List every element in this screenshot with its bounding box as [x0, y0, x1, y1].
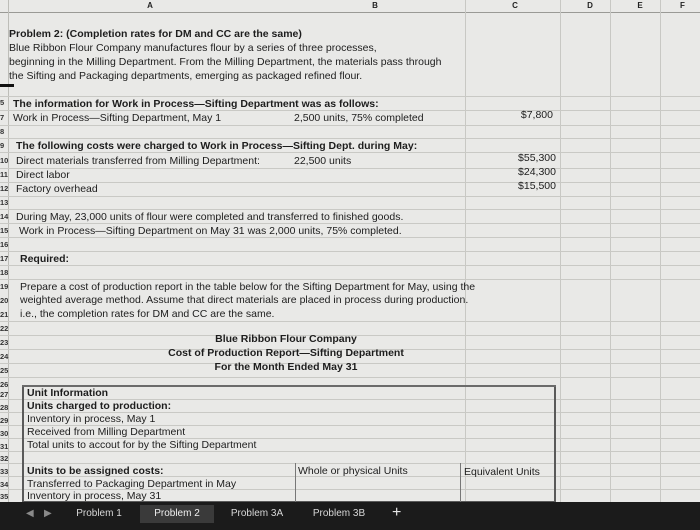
instructions-line[interactable]: weighted average method. Assume that direct materials are placed in process during production. [20, 294, 469, 306]
column-header-e[interactable]: E [637, 1, 643, 10]
tab-problem-3b[interactable]: Problem 3B [312, 508, 366, 519]
row-number[interactable]: 22 [0, 324, 9, 333]
costs-charged-heading[interactable]: The following costs were charged to Work in Process—Sifting Dept. during May: [16, 140, 418, 152]
direct-materials-units[interactable]: 22,500 units [294, 155, 352, 167]
report-company-name[interactable]: Blue Ribbon Flour Company [215, 333, 357, 345]
tab-scroll-right-icon[interactable]: ▶ [44, 508, 52, 519]
transferred-packaging-label[interactable]: Transferred to Packaging Department in May [27, 478, 237, 490]
row-number[interactable]: 18 [0, 268, 9, 277]
row-number[interactable]: 31 [0, 442, 9, 451]
gridline-row [0, 168, 700, 169]
gridline-row [0, 237, 700, 238]
gridline-row [0, 152, 700, 153]
gridline-row [0, 196, 700, 197]
gridline-row [0, 209, 700, 210]
row-number[interactable]: 33 [0, 467, 9, 476]
inventory-may31-label[interactable]: Inventory in process, May 31 [27, 490, 162, 502]
tab-problem-1[interactable]: Problem 1 [76, 508, 122, 519]
column-header-d[interactable]: D [587, 1, 593, 10]
add-sheet-icon[interactable]: + [392, 504, 402, 521]
sheet-tab-bar [0, 502, 700, 530]
row-number[interactable]: 26 [0, 380, 9, 389]
factory-overhead-amount[interactable]: $15,500 [518, 180, 556, 192]
header-divider [0, 12, 700, 13]
equivalent-units-header[interactable]: Equivalent Units [464, 466, 540, 478]
direct-materials-label[interactable]: Direct materials transferred from Milling Department: [16, 155, 260, 167]
row-number[interactable]: 25 [0, 366, 9, 375]
row-number[interactable]: 7 [0, 113, 5, 122]
column-header-c[interactable]: C [512, 1, 518, 10]
gridline-row [0, 377, 700, 378]
tab-scroll-left-icon[interactable]: ◀ [26, 508, 34, 519]
units-completed-text[interactable]: During May, 23,000 units of flour were completed and transferred to finished goods. [16, 211, 404, 223]
problem-title[interactable]: Problem 2: (Completion rates for DM and CC are the same) [9, 28, 302, 40]
row-number[interactable]: 15 [0, 226, 9, 235]
row-number[interactable]: 35 [0, 492, 9, 501]
tab-problem-3a[interactable]: Problem 3A [230, 508, 284, 519]
problem-description-line[interactable]: beginning in the Milling Department. From the Milling Department, the materials pass through [9, 56, 442, 68]
row-number[interactable]: 17 [0, 254, 9, 263]
wip-may31-text[interactable]: Work in Process—Sifting Department on May 31 was 2,000 units, 75% completed. [19, 225, 402, 237]
wip-may1-label[interactable]: Work in Process—Sifting Department, May 1 [13, 112, 222, 124]
factory-overhead-label[interactable]: Factory overhead [16, 183, 98, 195]
gridline-row [0, 96, 700, 97]
gridline-row [0, 138, 700, 139]
column-header-b[interactable]: B [372, 1, 378, 10]
inventory-may1-label[interactable]: Inventory in process, May 1 [27, 413, 156, 425]
received-milling-label[interactable]: Received from Milling Department [27, 426, 186, 438]
gridline-row [0, 223, 700, 224]
instructions-line[interactable]: Prepare a cost of production report in the table below for the Sifting Department for May, using the [20, 281, 476, 293]
report-column-divider [295, 463, 296, 503]
row-divider-black [0, 84, 14, 87]
unit-information-heading[interactable]: Unit Information [27, 387, 109, 399]
row-number[interactable]: 12 [0, 184, 9, 193]
wip-may1-units[interactable]: 2,500 units, 75% completed [294, 112, 424, 124]
row-number[interactable]: 24 [0, 352, 9, 361]
row-number[interactable]: 5 [0, 98, 5, 107]
row-number[interactable]: 30 [0, 429, 9, 438]
row-number[interactable]: 10 [0, 156, 9, 165]
units-assigned-heading[interactable]: Units to be assigned costs: [27, 465, 164, 477]
row-number[interactable]: 27 [0, 390, 9, 399]
total-units-label[interactable]: Total units to accout for by the Sifting Department [27, 439, 257, 451]
column-header-a[interactable]: A [147, 1, 153, 10]
instructions-line[interactable]: i.e., the completion rates for DM and CC are the same. [20, 308, 275, 320]
row-number[interactable]: 14 [0, 212, 9, 221]
row-number[interactable]: 32 [0, 454, 9, 463]
direct-labor-label[interactable]: Direct labor [16, 169, 70, 181]
row-number[interactable]: 19 [0, 282, 9, 291]
problem-description-line[interactable]: the Sifting and Packaging departments, emerging as packaged refined flour. [9, 70, 363, 82]
gridline-row [0, 125, 700, 126]
direct-labor-amount[interactable]: $24,300 [518, 166, 556, 178]
whole-units-header[interactable]: Whole or physical Units [298, 465, 408, 477]
wip-may1-amount[interactable]: $7,800 [520, 109, 553, 121]
required-heading[interactable]: Required: [20, 253, 70, 265]
row-number[interactable]: 34 [0, 480, 9, 489]
units-charged-heading[interactable]: Units charged to production: [27, 400, 172, 412]
tab-problem-2[interactable]: Problem 2 [140, 505, 214, 523]
row-number[interactable]: 20 [0, 296, 9, 305]
row-number[interactable]: 28 [0, 403, 9, 412]
row-number[interactable]: 9 [0, 141, 5, 150]
column-header-f[interactable]: F [680, 1, 685, 10]
report-period[interactable]: For the Month Ended May 31 [214, 361, 358, 373]
problem-description-line[interactable]: Blue Ribbon Flour Company manufactures flour by a series of three processes, [9, 42, 377, 54]
report-title[interactable]: Cost of Production Report—Sifting Department [168, 347, 404, 359]
report-column-divider [460, 463, 461, 503]
gridline-row [0, 182, 700, 183]
row-number[interactable]: 21 [0, 310, 9, 319]
wip-info-heading[interactable]: The information for Work in Process—Sifting Department was as follows: [13, 98, 379, 110]
gridline-row [0, 110, 700, 111]
row-number[interactable]: 8 [0, 127, 5, 136]
gridline-row [0, 265, 700, 266]
gridline-row [0, 321, 700, 322]
row-number[interactable]: 13 [0, 198, 9, 207]
row-number[interactable]: 11 [0, 170, 8, 179]
gridline-row [0, 251, 700, 252]
direct-materials-amount[interactable]: $55,300 [518, 152, 556, 164]
row-number[interactable]: 29 [0, 416, 9, 425]
row-number[interactable]: 23 [0, 338, 9, 347]
gridline-row [0, 279, 700, 280]
row-number[interactable]: 16 [0, 240, 9, 249]
